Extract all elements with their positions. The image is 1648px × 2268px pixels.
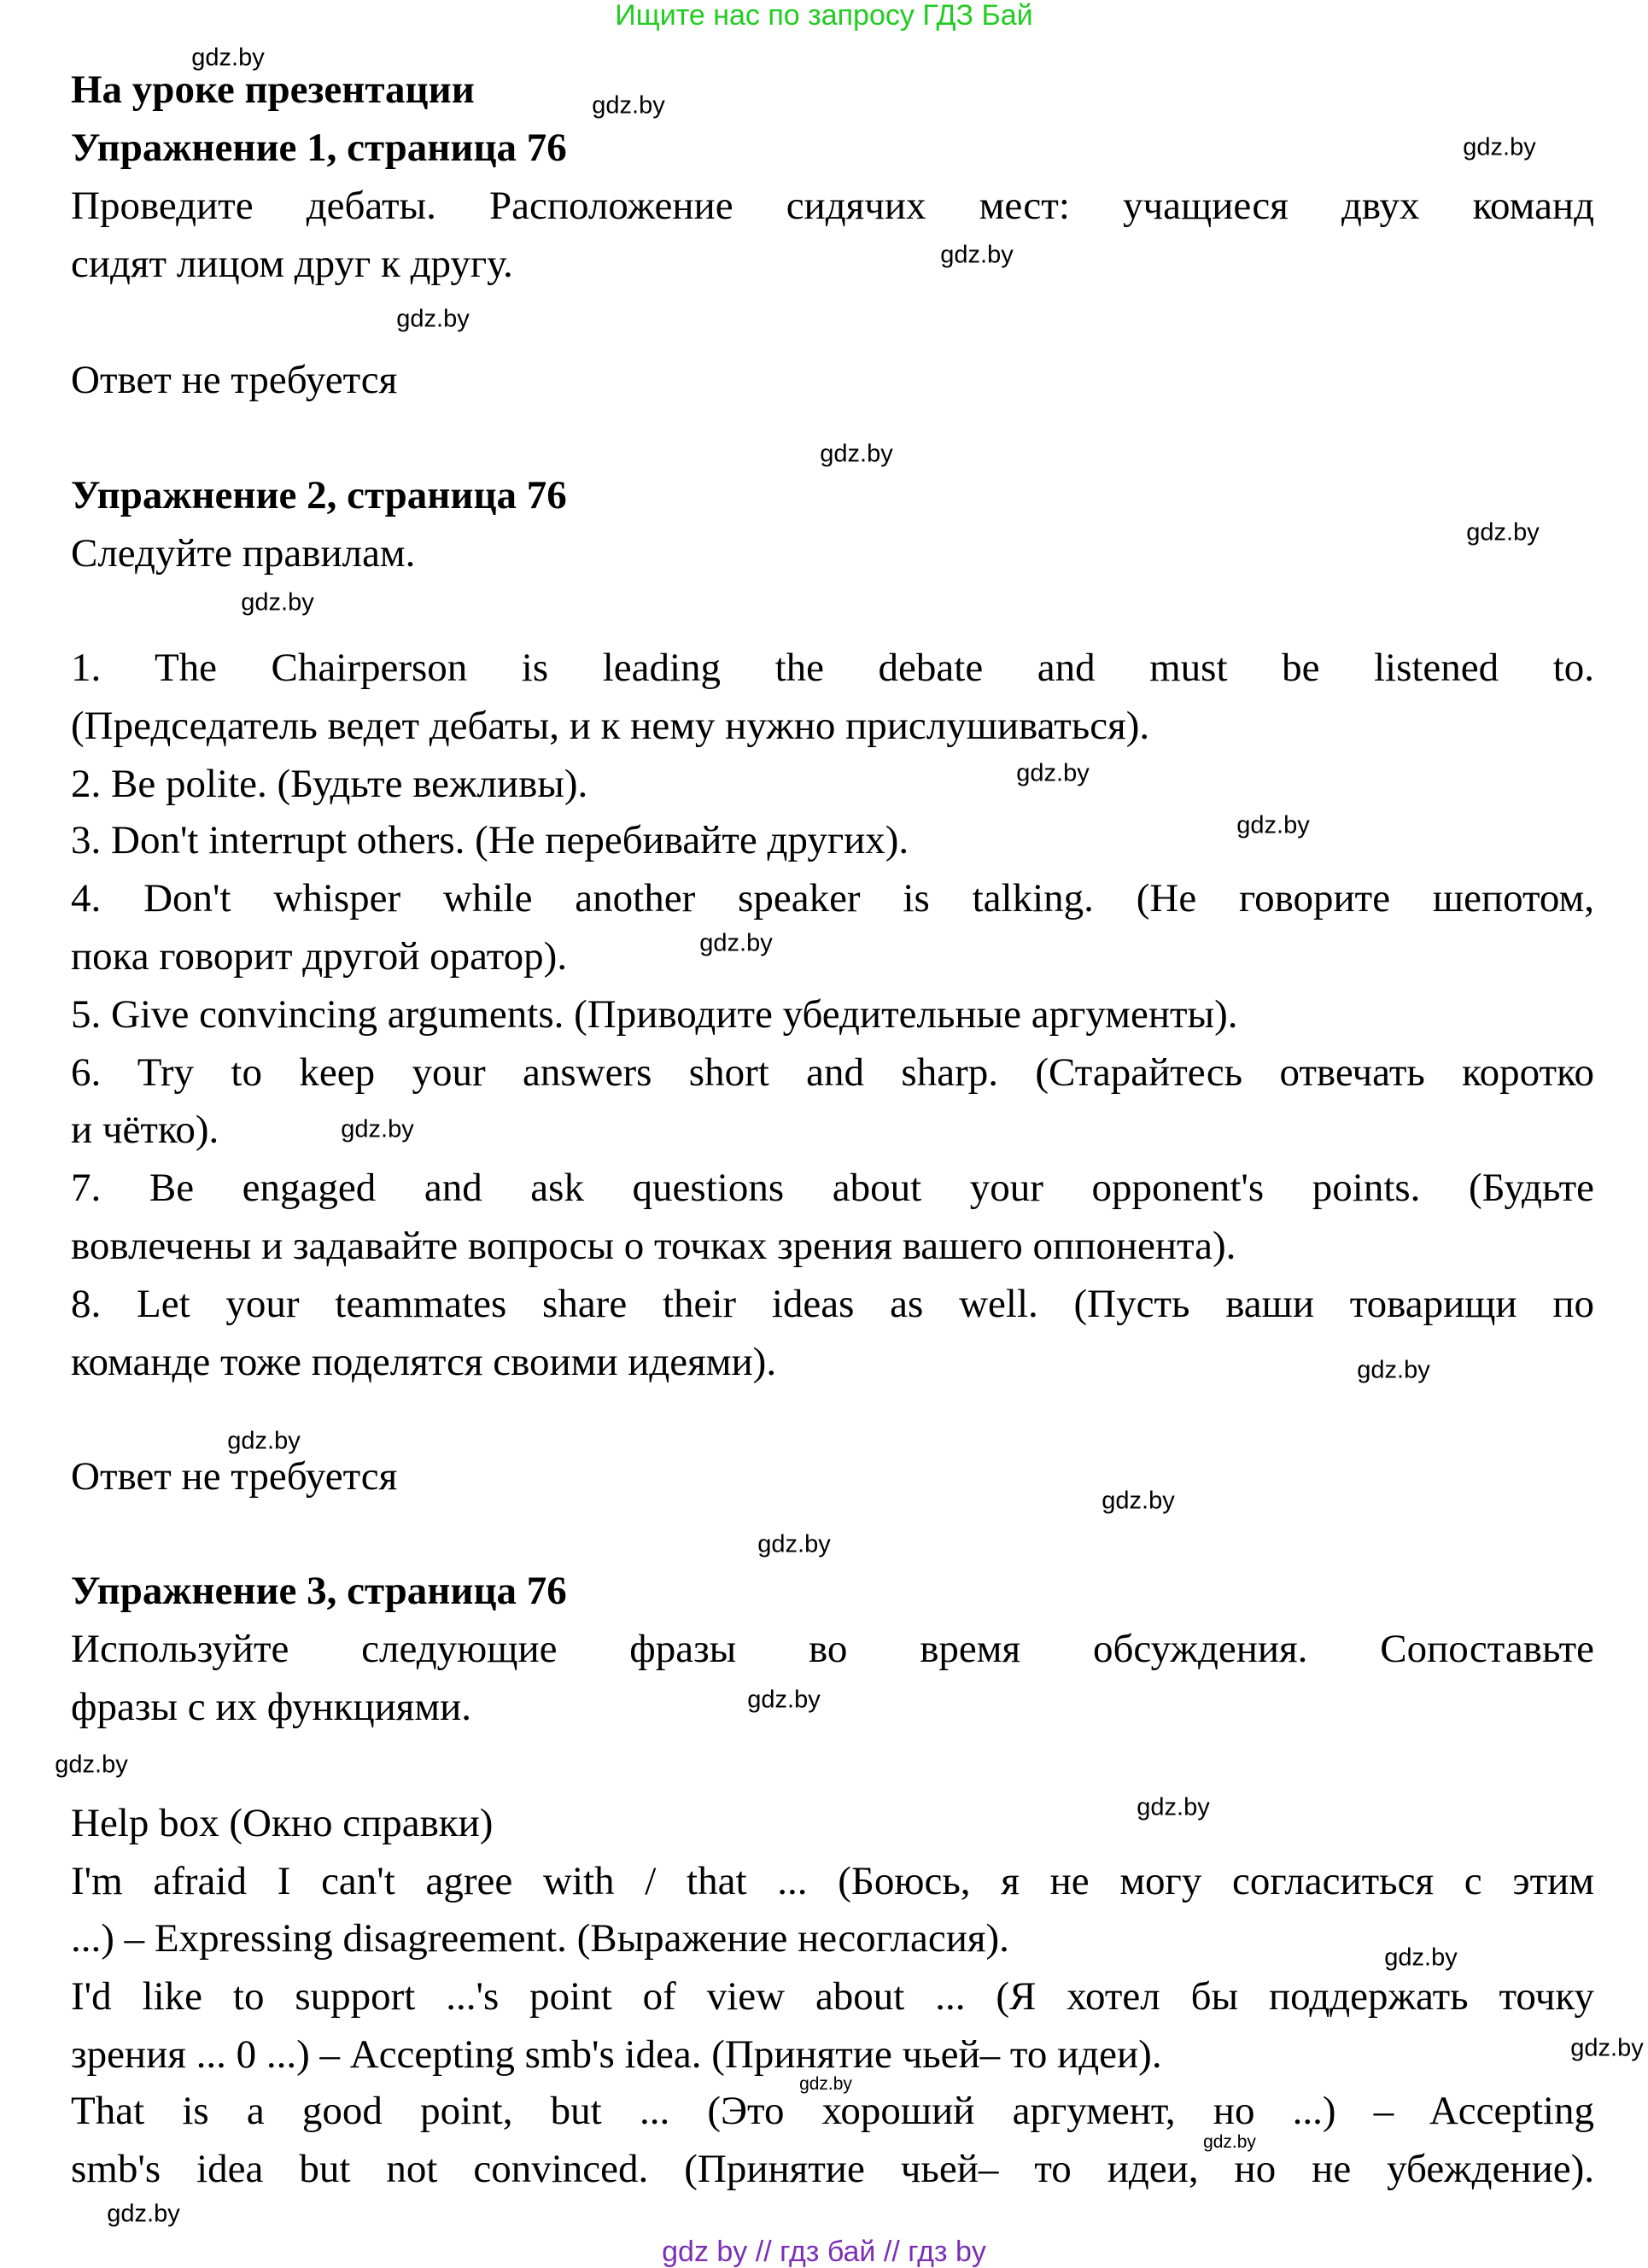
watermark: gdz.by (1137, 1793, 1210, 1821)
watermark: gdz.by (820, 440, 893, 468)
exercise-3-task: Используйте следующие фразы во время обсуждения. Сопоставьте (71, 1627, 1594, 1671)
watermark: gdz.by (699, 929, 773, 957)
help-box-title: Help box (Окно справки) (71, 1801, 494, 1845)
watermark: gdz.by (940, 241, 1014, 269)
rule-line: (Председатель ведет дебаты, и к нему нужно прислушиваться). (71, 704, 1150, 748)
phrase-line: I'd like to support ...'s point of view about ... (Я хотел бы поддержать точку (71, 1974, 1594, 2019)
watermark: gdz.by (1203, 2132, 1256, 2152)
watermark: gdz.by (191, 44, 265, 72)
exercise-2-heading: Упражнение 2, страница 76 (71, 473, 567, 517)
rule-line: 4. Don't whisper while another speaker is talking. (Не говорите шепотом, (71, 876, 1594, 921)
rule-line: 3. Don't interrupt others. (Не перебивайте других). (71, 818, 909, 862)
watermark: gdz.by (227, 1427, 301, 1455)
phrase-line: I'm afraid I can't agree with / that ... (Боюсь, я не могу согласиться с этим (71, 1859, 1594, 1903)
exercise-1-heading: Упражнение 1, страница 76 (71, 126, 567, 170)
watermark: gdz.by (396, 305, 470, 333)
watermark: gdz.by (241, 588, 314, 617)
search-banner: Ищите нас по запросу ГДЗ Бай (615, 0, 1033, 32)
page-title: На уроке презентации (71, 67, 475, 112)
watermark: gdz.by (592, 91, 665, 120)
phrase-line: smb's idea but not convinced. (Принятие чьей– то идеи, но не убеждение). (71, 2147, 1594, 2191)
rule-line: 7. Be engaged and ask questions about your opponent's points. (Будьте (71, 1166, 1594, 1210)
phrase-line: ...) – Expressing disagreement. (Выражение несогласия). (71, 1916, 1009, 1961)
rule-line: 2. Be polite. (Будьте вежливы). (71, 762, 588, 806)
exercise-2-task: Следуйте правилам. (71, 531, 416, 576)
watermark: gdz.by (1463, 133, 1536, 161)
exercise-3-heading: Упражнение 3, страница 76 (71, 1569, 567, 1613)
exercise-3-task: фразы с их функциями. (71, 1685, 472, 1729)
phrase-line: зрения ... 0 ...) – Accepting smb's idea. (Принятие чьей– то идеи). (71, 2032, 1162, 2077)
exercise-1-task: сидят лицом друг к другу. (71, 242, 513, 286)
watermark: gdz.by (1236, 811, 1310, 839)
watermark: gdz.by (799, 2074, 852, 2094)
watermark: gdz.by (757, 1530, 831, 1558)
rule-line: 6. Try to keep your answers short and sharp. (Старайтесь отвечать коротко (71, 1050, 1594, 1095)
rule-line: вовлечены и задавайте вопросы о точках зрения вашего оппонента). (71, 1224, 1236, 1268)
exercise-1-task: Проведите дебаты. Расположение сидячих мест: учащиеся двух команд (71, 184, 1594, 228)
rule-line: и чётко). (71, 1108, 219, 1152)
watermark: gdz.by (1570, 2034, 1644, 2062)
phrase-line: That is a good point, but ... (Это хороший аргумент, но ...) – Accepting (71, 2089, 1594, 2133)
watermark: gdz.by (1384, 1944, 1458, 1972)
watermark: gdz.by (1357, 1356, 1430, 1384)
rule-line: 1. The Chairperson is leading the debate and must be listened to. (71, 646, 1594, 690)
watermark: gdz.by (1466, 518, 1540, 547)
watermark: gdz.by (341, 1115, 414, 1143)
rule-line: 8. Let your teammates share their ideas as well. (Пусть ваши товарищи по (71, 1282, 1594, 1326)
exercise-2-answer: Ответ не требуется (71, 1454, 398, 1499)
footer-banner: gdz by // гдз бай // гдз by (662, 2236, 986, 2268)
watermark: gdz.by (747, 1686, 821, 1714)
exercise-1-answer: Ответ не требуется (71, 358, 398, 402)
watermark: gdz.by (107, 2200, 180, 2228)
watermark: gdz.by (55, 1751, 128, 1779)
rule-line: команде тоже поделятся своими идеями). (71, 1340, 777, 1384)
watermark: gdz.by (1016, 759, 1090, 787)
rule-line: пока говорит другой оратор). (71, 934, 568, 979)
rule-line: 5. Give convincing arguments. (Приводите убедительные аргументы). (71, 992, 1238, 1037)
watermark: gdz.by (1102, 1487, 1175, 1515)
